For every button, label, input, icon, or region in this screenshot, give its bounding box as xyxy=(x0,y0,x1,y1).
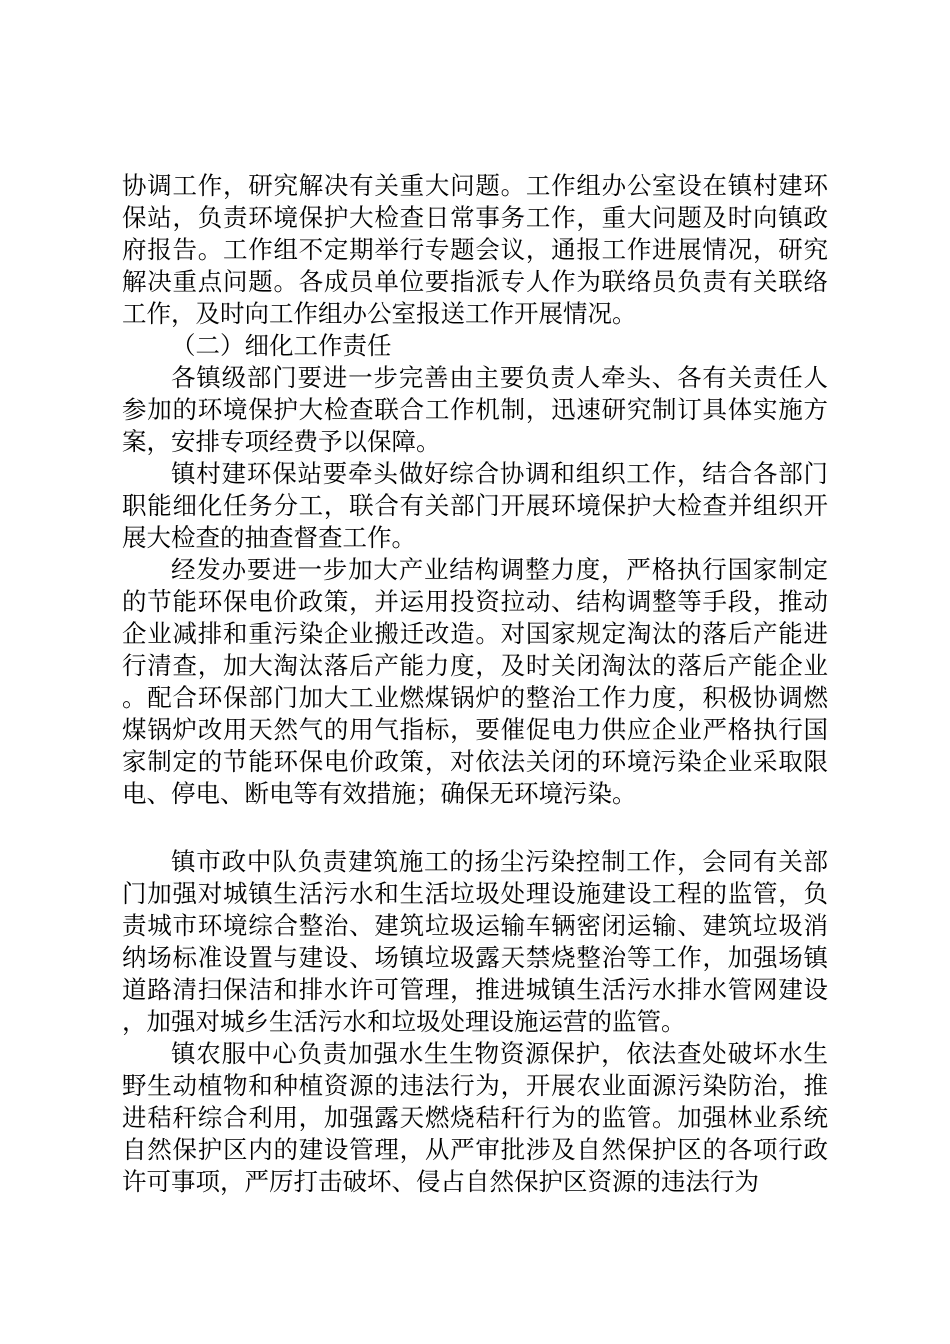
document-body xyxy=(122,170,828,1198)
paragraph-town-departments: 各镇级部门要进一步完善由主要负责人牵头、各有关责任人参加的环境保护大检查联合工作机制，迅速研究制订具体实施方案，安排专项经费予以保障。 xyxy=(122,363,828,456)
paragraph-continuation: 协调工作，研究解决有关重大问题。工作组办公室设在镇村建环保站，负责环境保护大检查日常事务工作，重大问题及时向镇政府报告。工作组不定期举行专题会议，通报工作进展情况，研究解决重点问题。各成员单位要指派专人作为联络员负责有关联络工作，及时向工作组办公室报送工作开展情况。 xyxy=(122,171,828,328)
paragraph-environment-station: 镇村建环保站要牵头做好综合协调和组织工作，结合各部门职能细化任务分工，联合有关部门开展环境保护大检查并组织开展大检查的抽查督查工作。 xyxy=(122,459,828,552)
paragraph-economic-office: 经发办要进一步加大产业结构调整力度，严格执行国家制定的节能环保电价政策，并运用投资拉动、结构调整等手段，推动企业减排和重污染企业搬迁改造。对国家规定淘汰的落后产能进行清查，加大淘汰落后产能力度，及时关闭淘汰的落后产能企业。配合环保部门加大工业燃煤锅炉的整治工作力度，积极协调燃煤锅炉改用天然气的用气指标，要催促电力供应企业严格执行国家制定的节能环保电价政策，对依法关闭的环境污染企业采取限电、停电、断电等有效措施；确保无环境污染。 xyxy=(122,555,828,808)
paragraph-agriculture-center: 镇农服中心负责加强水生生物资源保护，依法查处破坏水生野生动植物和种植资源的违法行为，开展农业面源污染防治，推进秸秆综合利用，加强露天燃烧秸秆行为的监管。加强林业系统自然保护区内的建设管理，从严审批涉及自然保护区的各项行政许可事项，严厉打击破坏、侵占自然保护区资源的违法行为 xyxy=(122,1039,828,1196)
section-heading: （二）细化工作责任 xyxy=(171,331,392,360)
paragraph-municipal-team: 镇市政中队负责建筑施工的扬尘污染控制工作，会同有关部门加强对城镇生活污水和生活垃圾处理设施建设工程的监管，负责城市环境综合整治、建筑垃圾运输车辆密闭运输、建筑垃圾消纳场标准设置与建设、场镇垃圾露天禁烧整治等工作，加强场镇道路清扫保洁和排水许可管理，推进城镇生活污水排水管网建设，加强对城乡生活污水和垃圾处理设施运营的监管。 xyxy=(122,847,828,1036)
